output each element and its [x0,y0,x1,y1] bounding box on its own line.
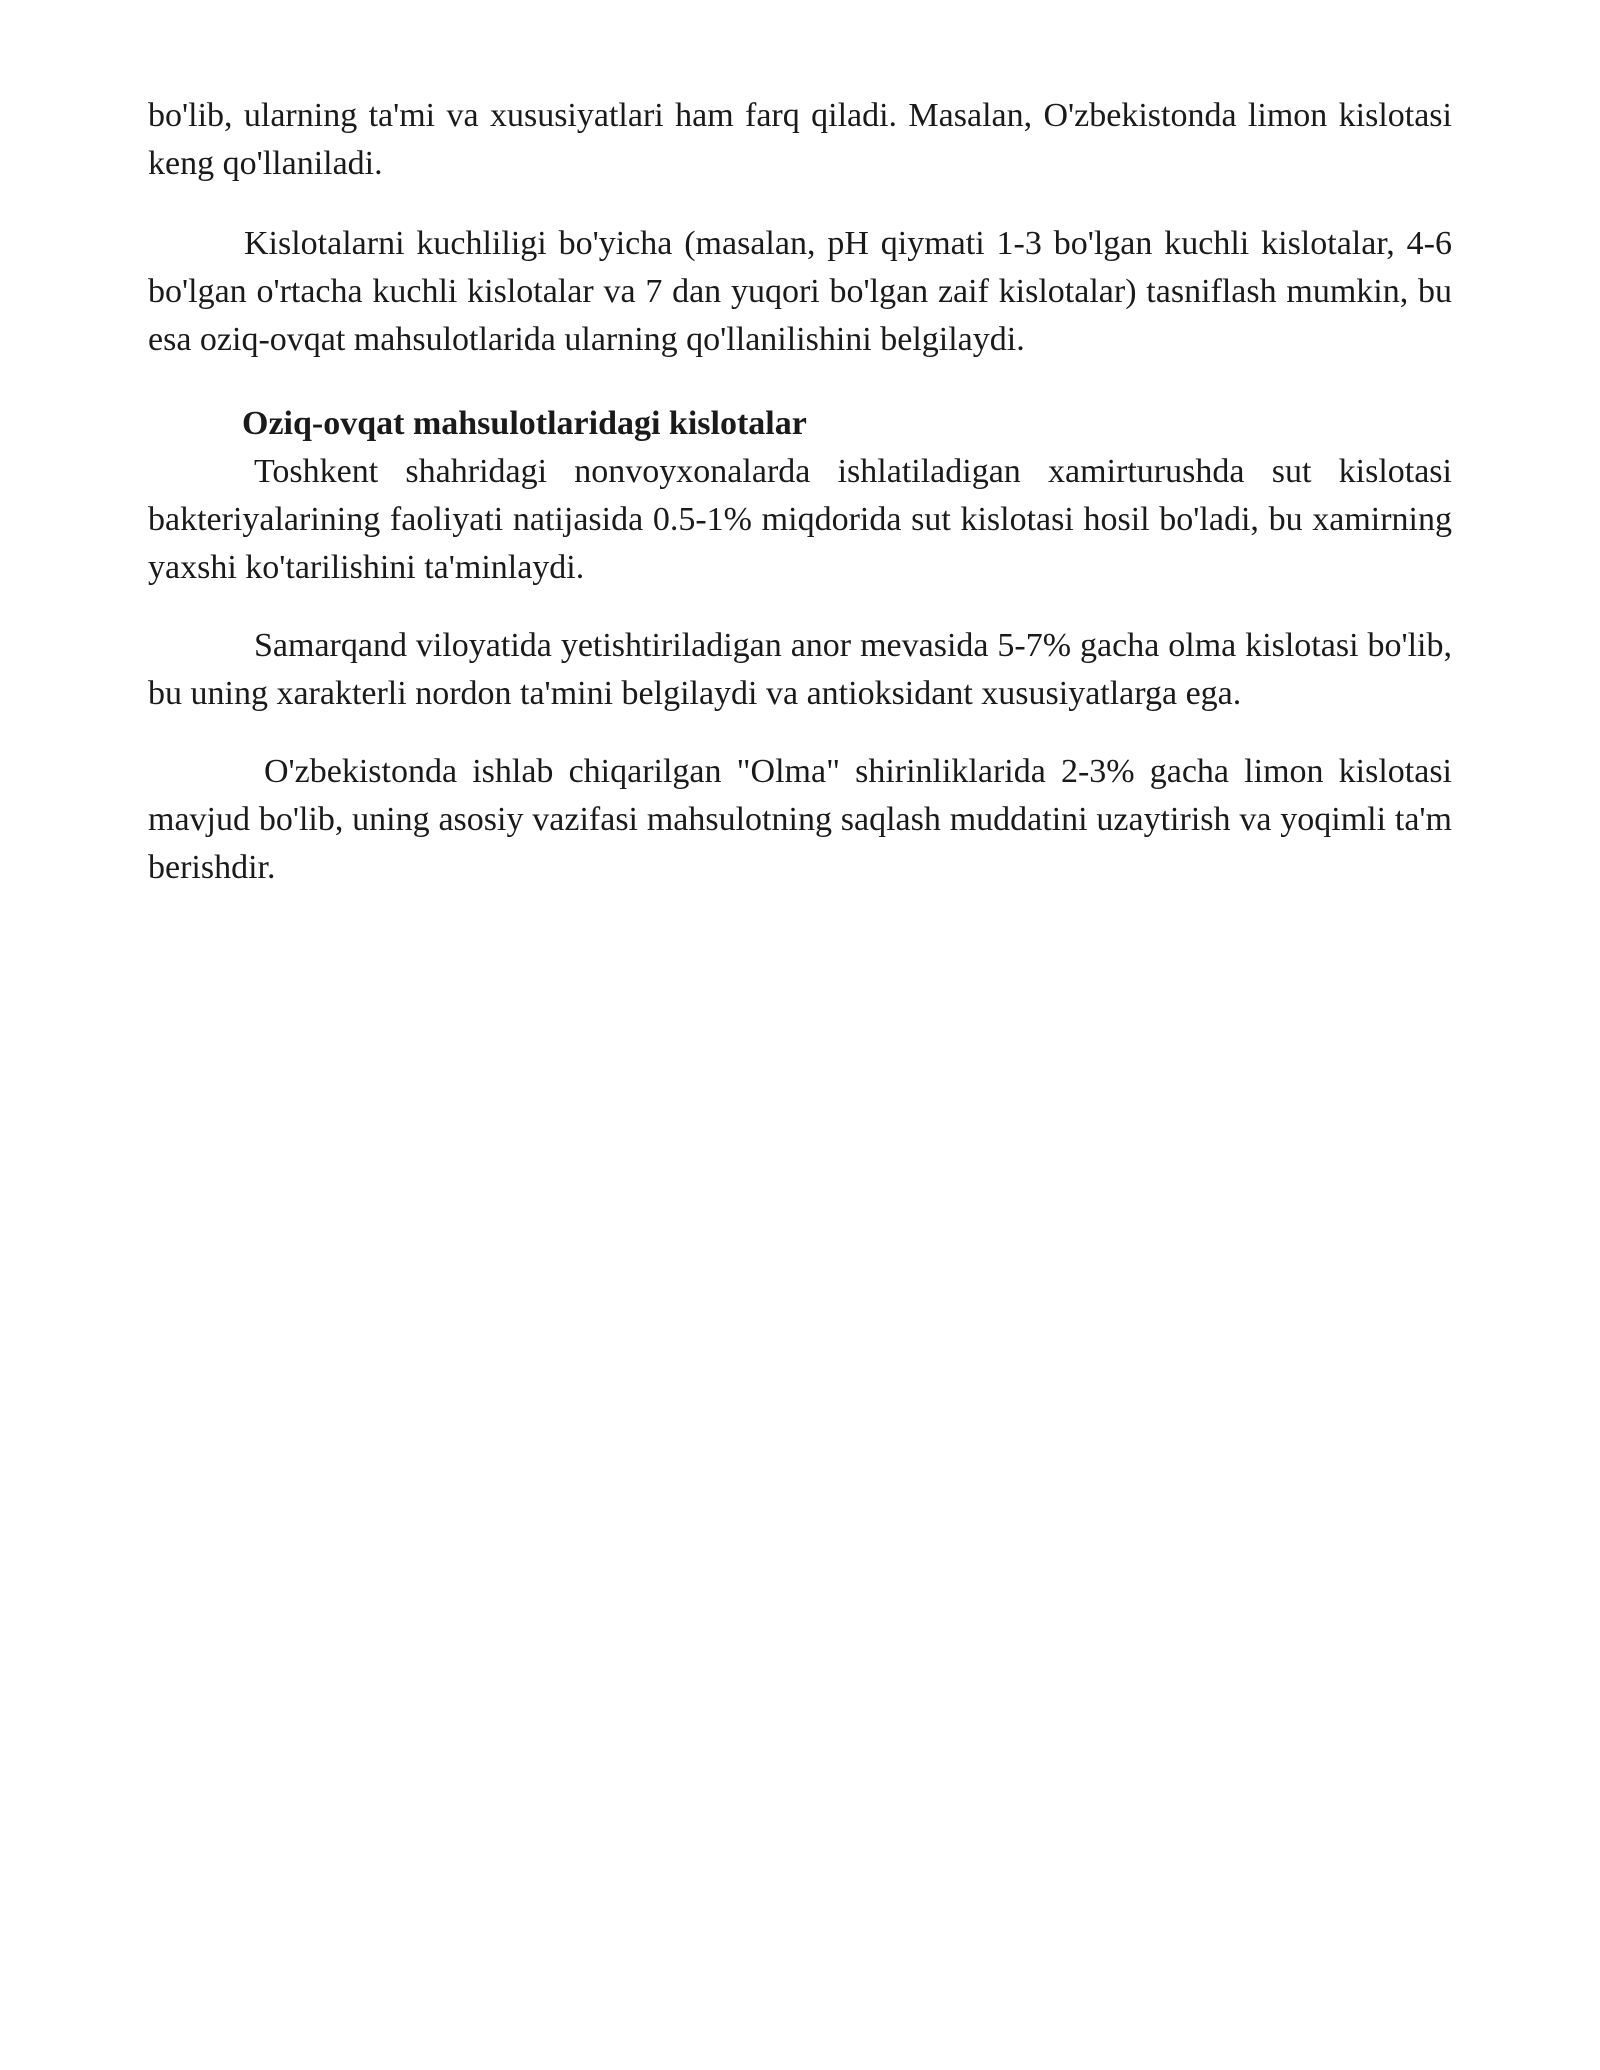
section-heading: Oziq-ovqat mahsulotlaridagi kislotalar [242,405,807,442]
paragraph-intro-continuation: bo'lib, ularning ta'mi va xususiyatlari ham farq qiladi. Masalan, O'zbekistonda limon kislotasi keng qo'llaniladi. [148,97,1452,182]
paragraph-acid-strength-classification: Kislotalarni kuchliligi bo'yicha (masalan, pH qiymati 1-3 bo'lgan kuchli kislotalar, 4-6 bo'lgan o'rtacha kuchli kislotalar va 7 dan yuqori bo'lgan zaif kislotalar) tasniflash mumkin, bu esa oziq-ovqat mahsulotlarida ularning qo'llanilishini belgilaydi. [148,225,1452,358]
paragraph-samarkand-pomegranate: Samarqand viloyatida yetishtiriladigan anor mevasida 5-7% gacha olma kislotasi bo'lib, bu uning xarakterli nordon ta'mini belgilaydi va antioksidant xususiyatlarga ega. [148,627,1452,712]
document-page [148,92,1452,892]
paragraph-tashkent-bakeries: Toshkent shahridagi nonvoyxonalarda ishlatiladigan xamirturushda sut kislotasi bakteriyalarining faoliyati natijasida 0.5-1% miqdorida sut kislotasi hosil bo'ladi, bu xamirning yaxshi ko'tarilishini ta'minlaydi. [148,453,1452,586]
paragraph-olma-sweets: O'zbekistonda ishlab chiqarilgan "Olma" shirinliklarida 2-3% gacha limon kislotasi mavjud bo'lib, uning asosiy vazifasi mahsulotning saqlash muddatini uzaytirish va yoqimli ta'm berishdir. [148,753,1452,886]
